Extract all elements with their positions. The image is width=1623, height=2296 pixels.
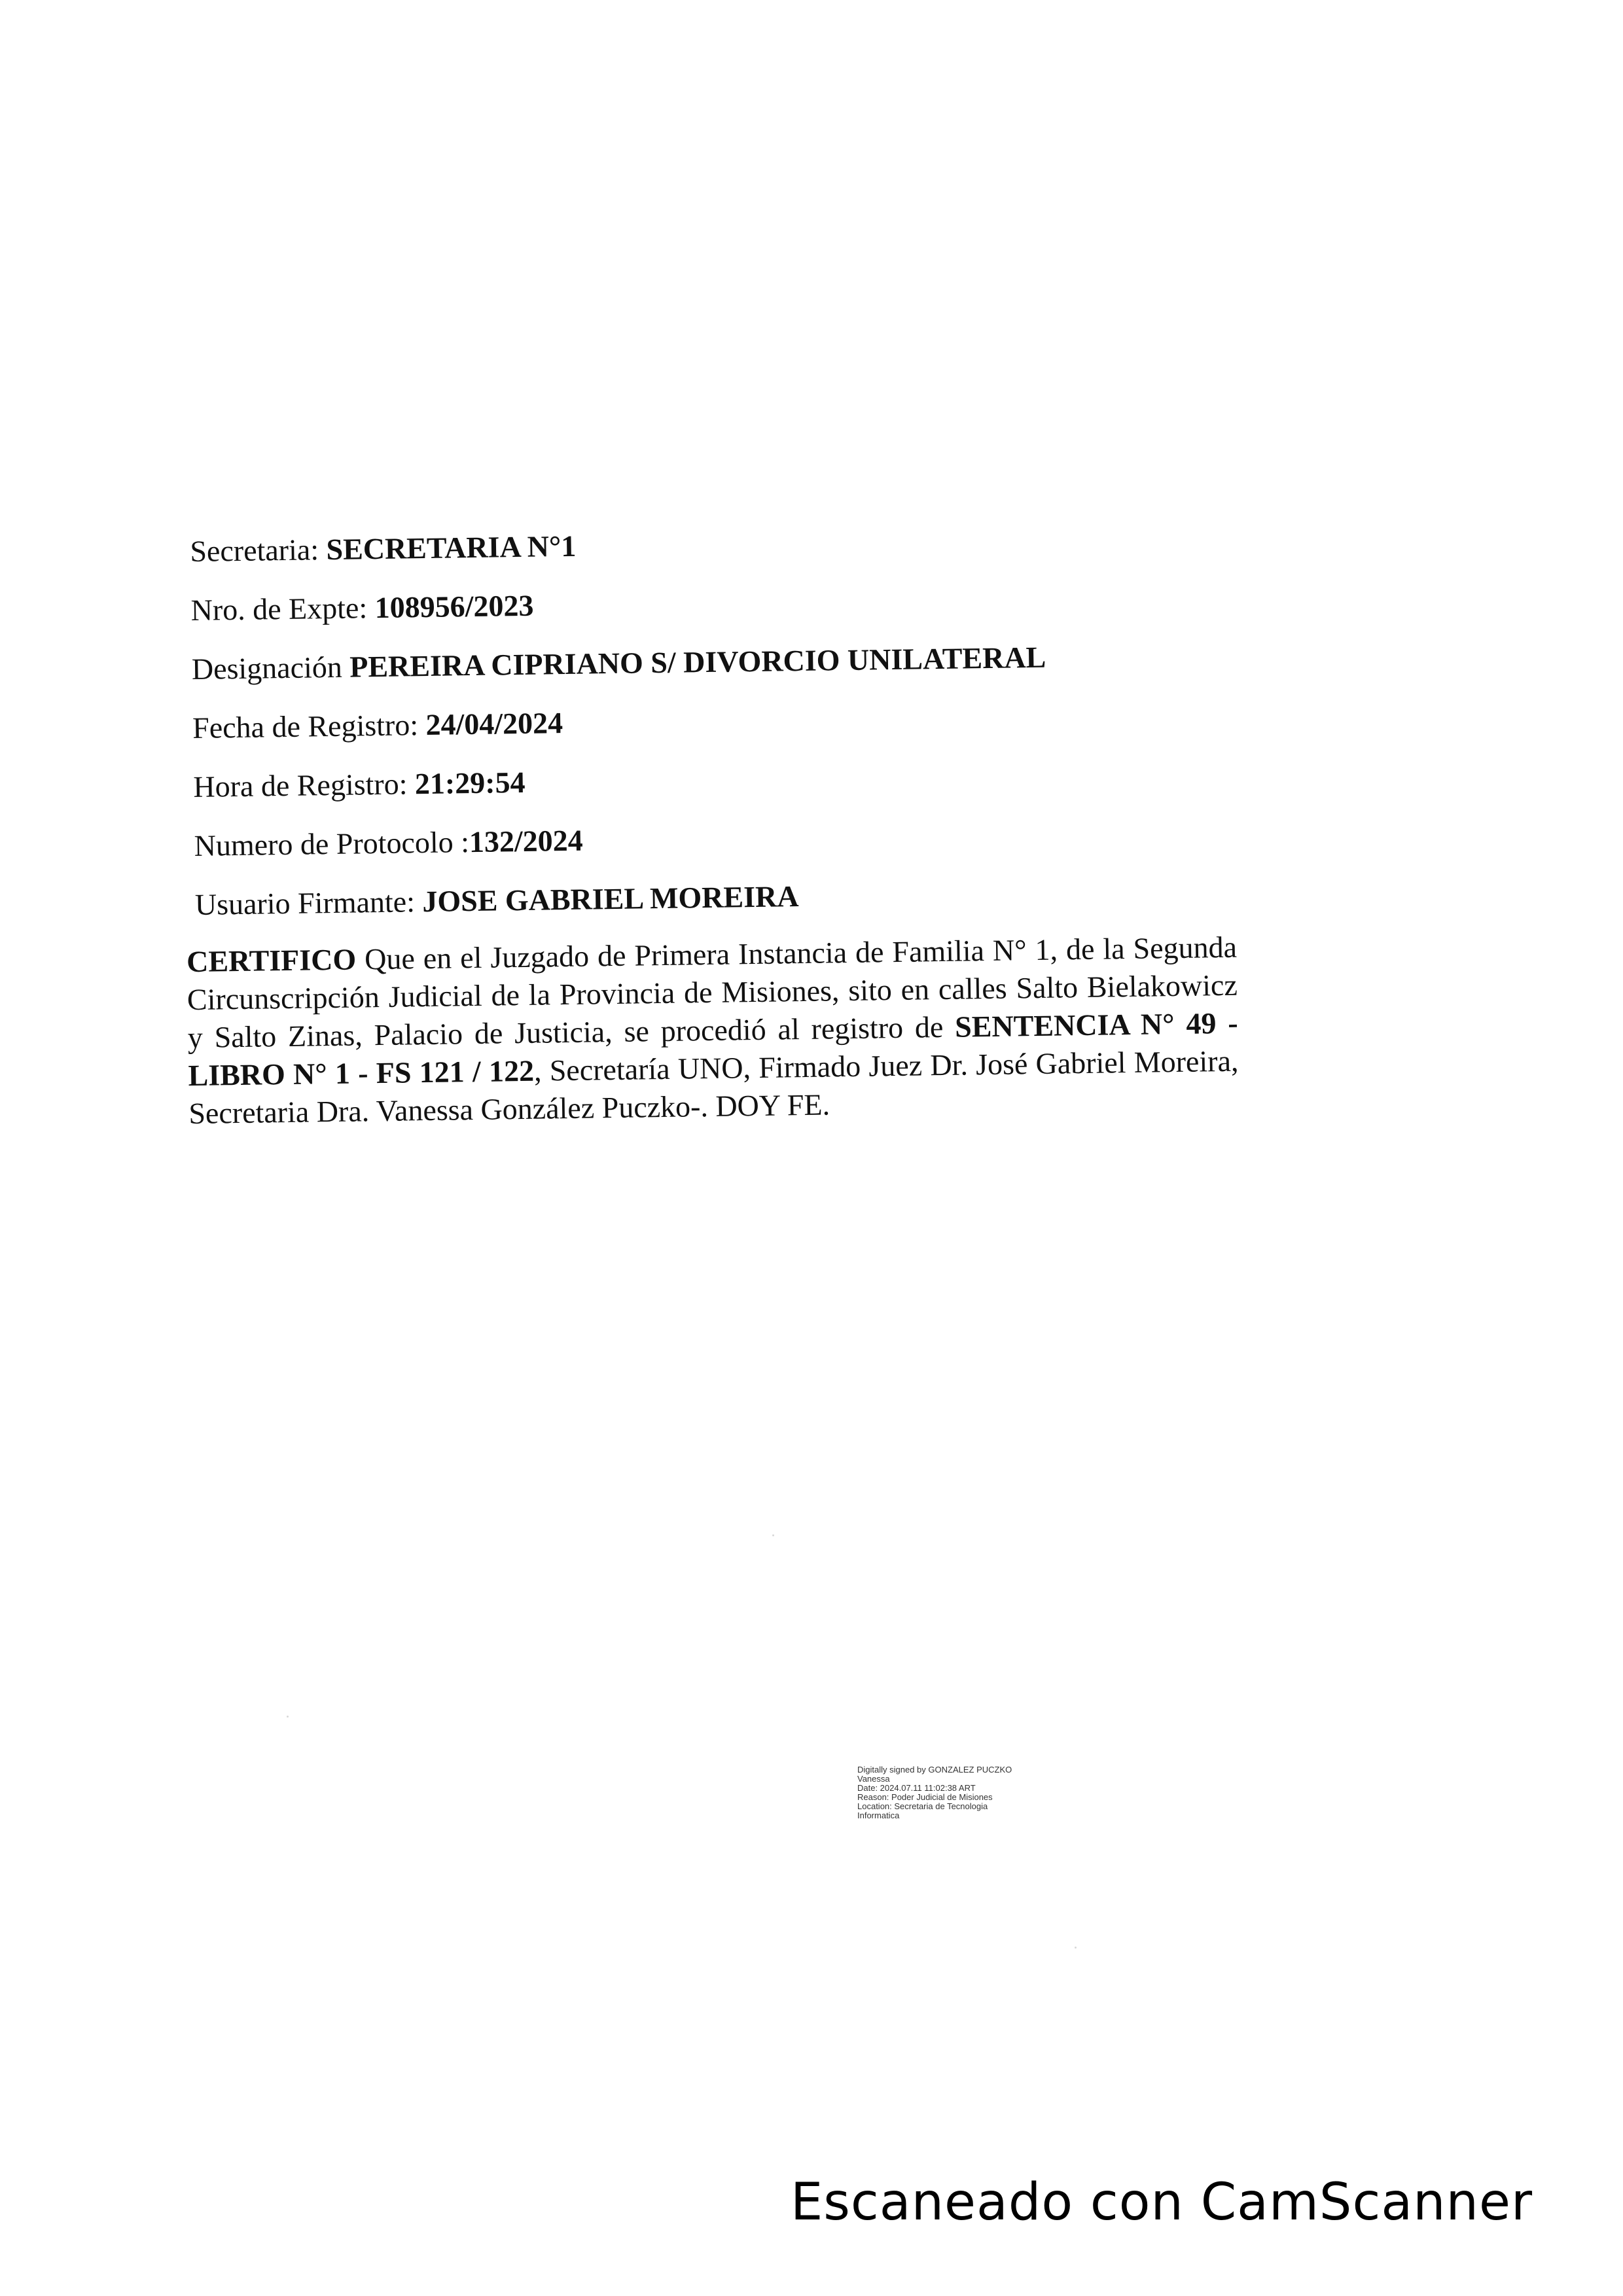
field-value: SECRETARIA N°1 — [326, 529, 577, 567]
signature-line: Digitally signed by GONZALEZ PUCZKO — [857, 1765, 1012, 1775]
field-value: 132/2024 — [469, 823, 584, 859]
signature-line: Informatica — [857, 1810, 900, 1820]
scan-speck — [287, 1716, 289, 1718]
field-label: Numero de Protocolo : — [194, 825, 470, 862]
field-label: Nro. de Expte: — [190, 591, 376, 627]
certificate-text-1: Que en el Juzgado de Primera Instancia de Familia N° 1, de la Segunda Circunscripción Judicial de la Provincia de Misiones, sito en calles Salto Bielakowicz y Salto Zinas, Palacio de Justicia, se procedió al registro de — [187, 930, 1238, 1055]
field-value: PEREIRA CIPRIANO S/ DIVORCIO UNILATERAL — [349, 640, 1046, 684]
field-value: 24/04/2024 — [425, 706, 563, 741]
scan-speck — [772, 1534, 774, 1536]
scan-speck — [1075, 1947, 1077, 1949]
field-designacion — [192, 636, 1279, 688]
field-expediente — [190, 577, 1277, 629]
field-value: 108956/2023 — [374, 588, 534, 625]
signature-line: Reason: Poder Judicial de Misiones — [857, 1792, 993, 1802]
field-label: Designación — [191, 650, 350, 686]
field-label: Secretaria: — [190, 533, 327, 568]
certificate-lead: CERTIFICO — [186, 942, 357, 979]
field-label: Usuario Firmante: — [194, 885, 423, 921]
digital-signature-stamp — [857, 1765, 1012, 1820]
certificate-text-2: , Secretaría UNO, Firmado Juez Dr. José Gabriel Moreira, Secretaria Dra. Vanessa González Puczko-. DOY FE. — [188, 1044, 1239, 1131]
field-label: Hora de Registro: — [193, 767, 416, 804]
field-fecha-registro — [192, 695, 1279, 747]
field-value: 21:29:54 — [414, 765, 526, 801]
signature-line: Vanessa — [857, 1774, 890, 1784]
field-value: JOSE GABRIEL MOREIRA — [422, 879, 799, 919]
field-secretaria — [190, 518, 1277, 570]
field-usuario-firmante — [195, 872, 1282, 923]
field-hora-registro — [193, 754, 1280, 805]
camscanner-watermark: Escaneado con CamScanner — [791, 2173, 1533, 2232]
signature-line: Location: Secretaria de Tecnologia — [857, 1801, 988, 1811]
field-numero-protocolo — [194, 813, 1281, 864]
sentence-reference: SENTENCIA N° 49 - LIBRO N° 1 - FS 121 / 122 — [188, 1006, 1238, 1093]
document-body — [186, 518, 1285, 1163]
certificate-paragraph — [187, 928, 1240, 1133]
signature-line: Date: 2024.07.11 11:02:38 ART — [857, 1783, 976, 1793]
field-label: Fecha de Registro: — [192, 707, 426, 745]
